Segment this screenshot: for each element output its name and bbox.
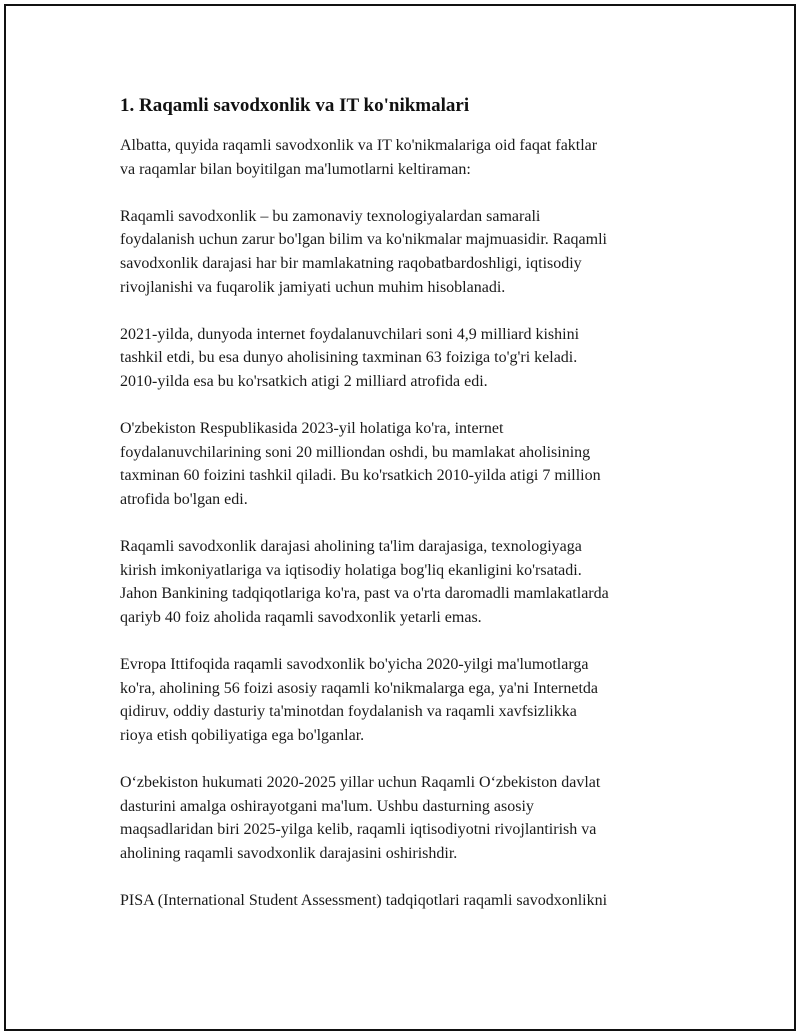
document-body xyxy=(120,94,700,936)
document-title: 1. Raqamli savodxonlik va IT ko'nikmalari xyxy=(120,95,470,116)
paragraph-intro: Albatta, quyida raqamli savodxonlik va IT ko'nikmalariga oid faqat faktlar va raqamlar bilan boyitilgan ma'lumotlarni keltiraman: xyxy=(120,137,598,178)
page-frame xyxy=(4,4,796,1031)
paragraph-world-internet-users: 2021-yilda, dunyoda internet foydalanuvchilari soni 4,9 milliard kishini tashkil etdi, bu esa dunyo aholisining taxminan 63 foiziga to'g'ri keladi. 2010-yilda esa bu ko'rsatkich atigi 2 milliard atrofida edi. xyxy=(120,325,580,390)
paragraph-pisa: PISA (International Student Assessment) tadqiqotlari raqamli savodxonlikni xyxy=(120,892,608,909)
paragraph-digital-uzbekistan: O‘zbekiston hukumati 2020-2025 yillar uchun Raqamli O‘zbekiston davlat dasturini amalga oshirayotgani ma'lum. Ushbu dasturning asosiy maqsadlaridan biri 2025-yilga kelib, raqamli iqtisodiyotni rivojlantirish va aholining raqamli savodxonlik darajasini oshirishdir. xyxy=(120,774,601,862)
paragraph-definition: Raqamli savodxonlik – bu zamonaviy texnologiyalardan samarali foydalanish uchun zarur bo'lgan bilim va ko'nikmalar majmuasidir. Raqamli savodxonlik darajasi har bir mamlakatning raqobatbardoshligi, iqtisodiy rivojlanishi va fuqarolik jamiyati uchun muhim hisoblanadi. xyxy=(120,207,607,296)
paragraph-uzbekistan-internet-users: O'zbekiston Respublikasida 2023-yil holatiga ko'ra, internet foydalanuvchilarining soni 20 milliondan oshdi, bu mamlakat aholisining taxminan 60 foizini tashkil qiladi. Bu ko'rsatkich 2010-yilda atigi 7 million atrofida bo'lgan edi. xyxy=(120,420,601,508)
paragraph-european-union: Evropa Ittifoqida raqamli savodxonlik bo'yicha 2020-yilgi ma'lumotlarga ko'ra, aholining 56 foizi asosiy raqamli ko'nikmalarga ega, ya'ni Internetda qidiruv, oddiy dasturiy ta'minotdan foydalanish va raqamli xavfsizlikka rioya etish qobiliyatiga ega bo'lganlar. xyxy=(120,656,598,744)
paragraph-world-bank: Raqamli savodxonlik darajasi aholining ta'lim darajasiga, texnologiyaga kirish imkoniyatlariga va iqtisodiy holatiga bog'liq ekanligini ko'rsatadi. Jahon Bankining tadqiqotlariga ko'ra, past va o'rta daromadli mamlakatlarda qariyb 40 foiz aholida raqamli savodxonlik yetarli emas. xyxy=(120,538,609,626)
